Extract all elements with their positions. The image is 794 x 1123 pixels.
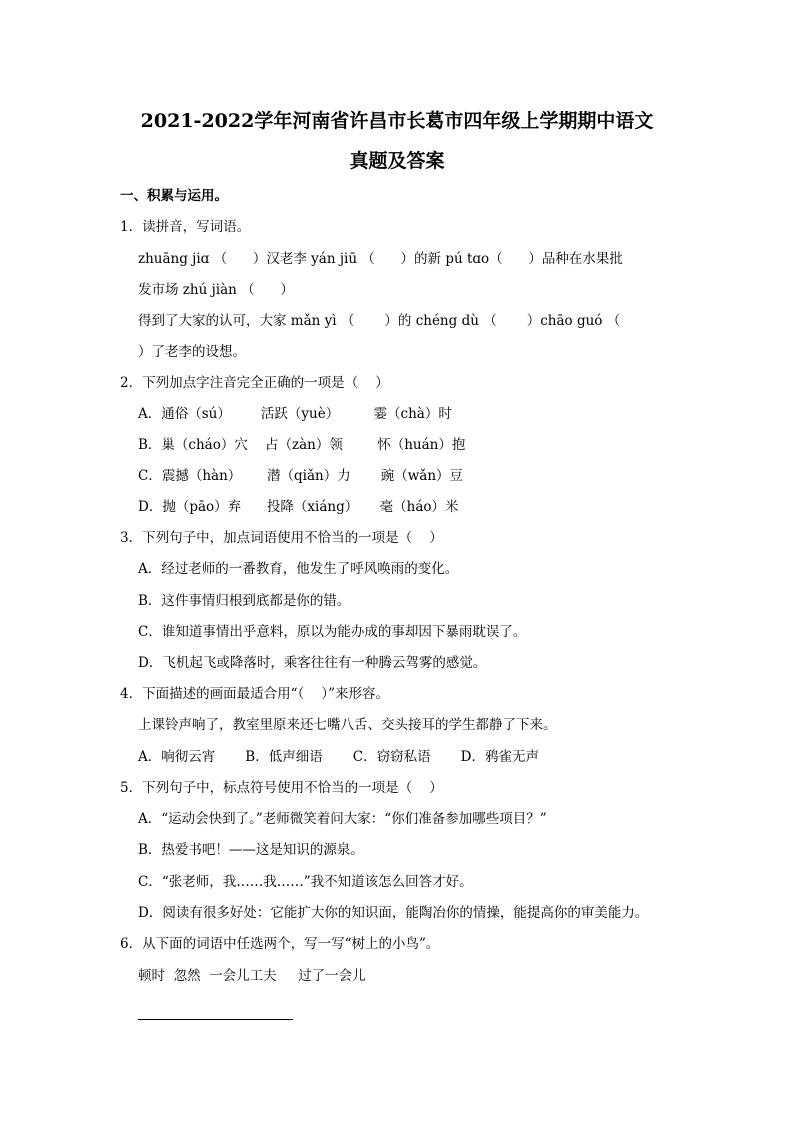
question-6-words: 顿时 忽然 一会儿工夫 过了一会儿 (138, 968, 366, 984)
question-5-option-a: A．“运动会快到了。”老师微笑着问大家：“你们准备参加哪些项目？” (138, 811, 547, 827)
question-3-option-c: C．谁知道事情出乎意料，原以为能办成的事却因下暴雨耽误了。 (138, 624, 527, 640)
question-1-line: 得到了大家的认可，大家 mǎn yì （ ）的 chéng dù （ ）chāo guó （ (138, 313, 621, 329)
question-2-option-a: A．通俗（sú） 活跃（yuè） 霎（chà）时 (138, 406, 452, 422)
question-2-stem: 2．下列加点字注音完全正确的一项是（ ） (120, 375, 389, 391)
question-5-option-d: D．阅读有很多好处：它能扩大你的知识面，能陶冶你的情操，能提高你的审美能力。 (138, 905, 649, 921)
question-3-stem: 3．下列句子中，加点词语使用不恰当的一项是（ ） (120, 530, 443, 546)
document-title-line1: 2021-2022学年河南省许昌市长葛市四年级上学期期中语文 (140, 110, 654, 132)
question-6-stem: 6．从下面的词语中任选两个，写一写“树上的小鸟”。 (120, 936, 440, 952)
question-3-option-b: B．这件事情归根到底都是你的错。 (138, 593, 351, 609)
question-2-option-c: C．震撼（hàn） 潜（qiǎn）力 豌（wǎn）豆 (138, 468, 464, 484)
question-5-option-b: B．热爱书吧！——这是知识的源泉。 (138, 842, 364, 858)
question-1-line: ）了老李的设想。 (138, 344, 246, 360)
question-3-option-d: D．飞机起飞或降落时，乘客往往有一种腾云驾雾的感觉。 (138, 655, 487, 671)
section-heading: 一、积累与运用。 (120, 188, 228, 204)
question-4-stem: 4．下面描述的画面最适合用“（ ）”来形容。 (120, 686, 390, 702)
question-1-stem: 1．读拼音，写词语。 (120, 219, 251, 235)
question-5-option-c: C．“张老师，我……我……”我不知道该怎么回答才好。 (138, 874, 473, 890)
question-3-option-a: A．经过老师的一番教育，他发生了呼风唤雨的变化。 (138, 561, 459, 577)
question-2-option-d: D．抛（pāo）弃 投降（xiáng） 毫（háo）米 (138, 499, 459, 515)
question-4-options: A．响彻云宵 B．低声细语 C．窃窃私语 D．鸦雀无声 (138, 749, 539, 765)
document-title-line2: 真题及答案 (349, 150, 445, 172)
question-4-passage: 上课铃声响了，教室里原来还七嘴八舌、交头接耳的学生都静了下来。 (138, 717, 557, 733)
question-5-stem: 5．下列句子中，标点符号使用不恰当的一项是（ ） (120, 780, 443, 796)
question-1-line: 发市场 zhú jiàn （ ） (138, 282, 294, 298)
question-1-line: zhuāng jiɑ （ ）汉老李 yán jiū （ ）的新 pú tɑo（ ）品种在水果批 (138, 251, 623, 267)
answer-blank-line (138, 1019, 293, 1020)
question-2-option-b: B．巢（cháo）穴 占（zàn）领 怀（huán）抱 (138, 437, 466, 453)
